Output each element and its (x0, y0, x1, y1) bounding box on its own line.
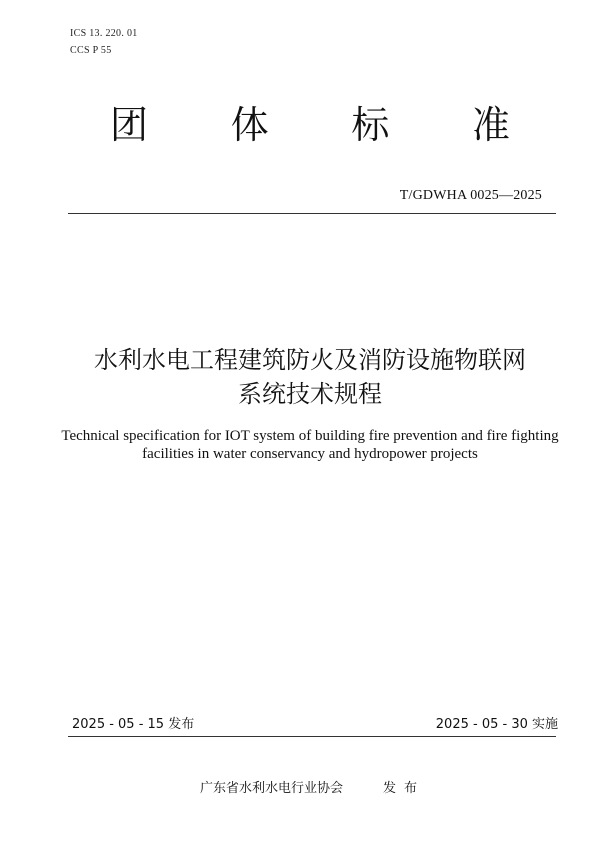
ics-code: ICS 13. 220. 01 (70, 28, 138, 39)
publish-label: 发布 (383, 781, 426, 796)
standard-type-title (110, 100, 510, 150)
top-divider (68, 213, 556, 214)
implementation-date: 2025 - 05 - 30 实施 (435, 717, 558, 732)
bottom-divider (68, 736, 556, 737)
standard-type-char: 团 (110, 103, 149, 147)
english-title-line-1: Technical specification for IOT system of building fire prevention and fire fighting (61, 428, 559, 444)
ccs-code: CCS P 55 (70, 45, 112, 56)
issue-date: 2025 - 05 - 15 发布 (72, 717, 195, 732)
english-title-line-2: facilities in water conservancy and hydropower projects (142, 446, 478, 462)
standard-type-char: 准 (471, 103, 510, 147)
publisher-name: 广东省水利水电行业协会 (200, 781, 344, 796)
standard-type-char: 体 (230, 103, 269, 147)
chinese-title-line-1: 水利水电工程建筑防火及消防设施物联网 (94, 346, 526, 374)
standard-number: T/GDWHA 0025—2025 (399, 188, 542, 203)
standard-type-char: 标 (351, 103, 390, 147)
chinese-title-line-2: 系统技术规程 (238, 380, 382, 408)
